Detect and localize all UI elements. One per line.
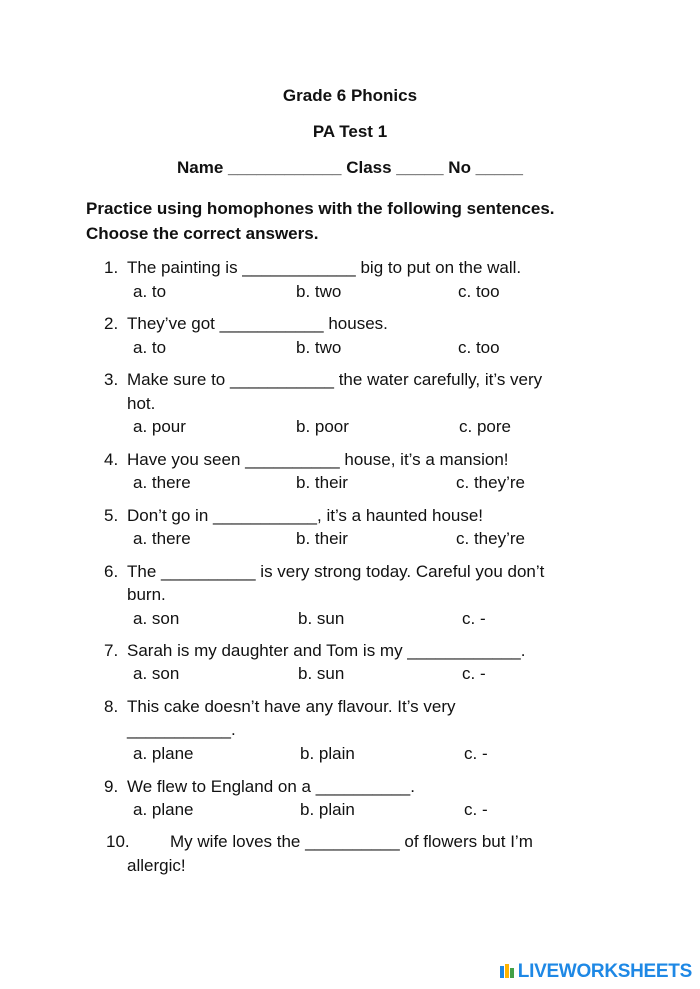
question-number: 1. <box>104 258 119 277</box>
option-a[interactable]: a. there <box>133 529 191 548</box>
question-number: 5. <box>104 506 119 525</box>
brand-text: LIVEWORKSHEETS <box>517 961 692 982</box>
option-b[interactable]: b. sun <box>298 664 345 683</box>
question-text-continued: allergic! <box>127 856 186 875</box>
instructions-line-1: Practice using homophones with the following sentences. <box>86 199 555 218</box>
question-number: 4. <box>104 450 119 469</box>
worksheet-title: Grade 6 Phonics <box>282 86 418 105</box>
question-number: 2. <box>104 314 119 333</box>
liveworksheets-logo <box>500 961 692 983</box>
option-a[interactable]: a. son <box>133 664 180 683</box>
option-a[interactable]: a. plane <box>133 800 194 819</box>
option-c[interactable]: c. - <box>462 609 486 628</box>
option-c[interactable]: c. - <box>462 664 486 683</box>
question-text: We flew to England on a __________. <box>127 777 415 796</box>
option-a[interactable]: a. son <box>133 609 180 628</box>
question-text: Don’t go in ___________, it’s a haunted house! <box>127 506 484 525</box>
option-a[interactable]: a. plane <box>133 744 194 763</box>
option-b[interactable]: b. plain <box>300 744 355 763</box>
question-number: 3. <box>104 370 119 389</box>
question-text: Sarah is my daughter and Tom is my ____________. <box>127 641 526 660</box>
question-text: Have you seen __________ house, it’s a mansion! <box>127 450 509 469</box>
question-text: They’ve got ___________ houses. <box>127 314 388 333</box>
option-b[interactable]: b. poor <box>296 417 349 436</box>
option-b[interactable]: b. plain <box>300 800 355 819</box>
option-b[interactable]: b. their <box>296 529 348 548</box>
option-c[interactable]: c. too <box>458 338 500 357</box>
option-c[interactable]: c. pore <box>459 417 511 436</box>
option-c[interactable]: c. - <box>464 744 488 763</box>
option-a[interactable]: a. to <box>133 338 167 357</box>
question-number: 7. <box>104 641 119 660</box>
question-text-continued: hot. <box>127 394 156 413</box>
instructions <box>86 196 646 246</box>
option-b[interactable]: b. two <box>296 282 342 301</box>
question-text: My wife loves the __________ of flowers but I’m <box>170 832 533 851</box>
worksheet-logo-icon <box>500 964 516 978</box>
option-c[interactable]: c. - <box>464 800 488 819</box>
option-c[interactable]: c. too <box>458 282 500 301</box>
option-b[interactable]: b. their <box>296 473 348 492</box>
option-b[interactable]: b. two <box>296 338 342 357</box>
question-text: This cake doesn’t have any flavour. It’s very <box>127 697 456 716</box>
instructions-line-2: Choose the correct answers. <box>86 224 319 243</box>
question-text-continued: burn. <box>127 585 166 604</box>
question-number: 9. <box>104 777 119 796</box>
option-a[interactable]: a. to <box>133 282 167 301</box>
question-text-continued: ___________. <box>127 720 236 739</box>
question-number: 10. <box>106 832 130 851</box>
option-a[interactable]: a. there <box>133 473 191 492</box>
option-c[interactable]: c. they’re <box>456 473 525 492</box>
option-a[interactable]: a. pour <box>133 417 186 436</box>
option-c[interactable]: c. they’re <box>456 529 525 548</box>
question-number: 6. <box>104 562 119 581</box>
worksheet-subtitle: PA Test 1 <box>312 122 388 141</box>
question-number: 8. <box>104 697 119 716</box>
question-text: The painting is ____________ big to put on the wall. <box>127 258 522 277</box>
question-text: Make sure to ___________ the water carefully, it’s very <box>127 370 543 389</box>
name-class-number-line: Name ____________ Class _____ No _____ <box>177 158 523 177</box>
question-text: The __________ is very strong today. Careful you don’t <box>127 562 545 581</box>
option-b[interactable]: b. sun <box>298 609 345 628</box>
